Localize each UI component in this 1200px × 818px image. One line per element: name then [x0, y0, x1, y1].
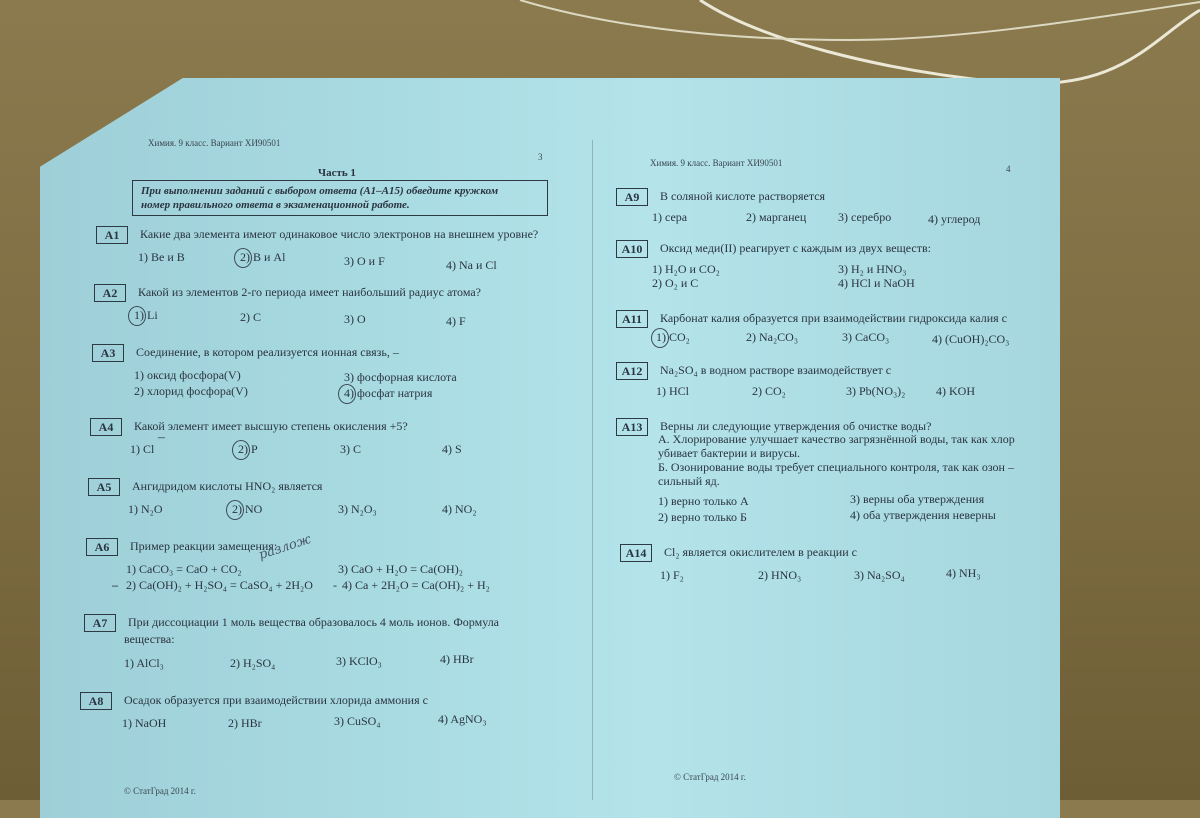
a10-option-1[interactable]: 1) H₂O и CO₂ — [652, 262, 720, 276]
question-label: A11 — [616, 310, 648, 328]
a7-option-1[interactable]: 1) AlCl₃ — [124, 656, 164, 670]
part-title: Часть 1 — [318, 167, 356, 179]
a1-option-4[interactable]: 4) Na и Cl — [446, 258, 497, 272]
question-text: При диссоциации 1 моль вещества образовалось 4 моль ионов. Формула — [128, 615, 500, 629]
a11-option-1[interactable]: 1) CO₂ — [656, 330, 690, 344]
a5-option-2[interactable]: 2) NO — [232, 502, 263, 516]
a11-option-2[interactable]: 2) Na₂CO₃ — [746, 330, 799, 344]
question-label: A7 — [84, 614, 116, 632]
question-label: A10 — [616, 240, 648, 258]
left-header: Химия. 9 класс. Вариант ХИ90501 — [148, 138, 281, 148]
a3-option-1[interactable]: 1) оксид фосфора(V) — [134, 368, 241, 382]
a1-option-3[interactable]: 3) O и F — [344, 254, 385, 268]
instruction-line-2: номер правильного ответа в экзаменационной работе. — [141, 199, 410, 211]
a13-statement-b-cont: сильный яд. — [658, 474, 720, 488]
a8-option-4[interactable]: 4) AgNO₃ — [438, 712, 487, 726]
question-label: A6 — [86, 538, 118, 556]
a14-option-4[interactable]: 4) NH₃ — [946, 566, 981, 580]
question-label: A4 — [90, 418, 122, 436]
a4-overline: – — [158, 430, 165, 445]
a6-option-4[interactable]: 4) Ca + 2H₂O = Ca(OH)₂ + H₂ — [342, 578, 490, 592]
a13-option-2[interactable]: 2) верно только Б — [658, 510, 747, 524]
a9-option-1[interactable]: 1) сера — [652, 210, 688, 224]
a6-option-4-mark: - — [333, 578, 337, 592]
left-page-number: 3 — [538, 152, 543, 162]
a12-option-1[interactable]: 1) HCl — [656, 384, 689, 398]
question-text: Na₂SO₄ в водном растворе взаимодействует с — [660, 363, 892, 377]
a14-option-2[interactable]: 2) HNO₃ — [758, 568, 802, 582]
question-label: A3 — [92, 344, 124, 362]
a10-option-3[interactable]: 3) H₂ и HNO₃ — [838, 262, 907, 276]
a10-option-4[interactable]: 4) HCl и NaOH — [838, 276, 915, 290]
a6-mark: – — [112, 578, 118, 592]
question-label: A2 — [94, 284, 126, 302]
a2-option-1[interactable]: 1) Li — [134, 308, 158, 322]
question-label: A13 — [616, 418, 648, 436]
a3-option-3[interactable]: 3) фосфорная кислота — [344, 370, 457, 384]
question-text: Осадок образуется при взаимодействии хлорида аммония с — [124, 693, 428, 707]
a6-option-2[interactable]: 2) Ca(OH)₂ + H₂SO₄ = CaSO₄ + 2H₂O — [126, 578, 313, 592]
a6-option-3[interactable]: 3) CaO + H₂O = Ca(OH)₂ — [338, 562, 463, 576]
a4-option-4[interactable]: 4) S — [442, 442, 462, 456]
question-text: Соединение, в котором реализуется ионная связь, – — [136, 345, 399, 359]
right-footer: © СтатГрад 2014 г. — [674, 772, 746, 782]
a8-option-2[interactable]: 2) HBr — [228, 716, 262, 730]
a2-option-3[interactable]: 3) O — [344, 312, 366, 326]
a7-option-4[interactable]: 4) HBr — [440, 652, 474, 666]
a10-option-2[interactable]: 2) O₂ и C — [652, 276, 699, 290]
a13-option-1[interactable]: 1) верно только А — [658, 494, 749, 508]
question-text-cont: вещества: — [124, 632, 175, 646]
a2-option-4[interactable]: 4) F — [446, 314, 466, 328]
question-label: A12 — [616, 362, 648, 380]
question-text: Верны ли следующие утверждения об очистке воды? — [660, 419, 932, 433]
left-footer: © СтатГрад 2014 г. — [124, 786, 196, 796]
a1-option-2[interactable]: 2) B и Al — [240, 250, 286, 264]
a4-option-3[interactable]: 3) C — [340, 442, 361, 456]
right-page-number: 4 — [1006, 164, 1011, 174]
question-label: A9 — [616, 188, 648, 206]
instruction-line-1: При выполнении заданий с выбором ответа (А1–А15) обведите кружком — [141, 185, 499, 197]
question-text: Какой из элементов 2-го периода имеет наибольший радиус атома? — [138, 285, 481, 299]
a13-option-4[interactable]: 4) оба утверждения неверны — [850, 508, 996, 522]
a3-option-4[interactable]: 4) фосфат натрия — [344, 386, 433, 400]
a4-option-1[interactable]: 1) Cl — [130, 442, 155, 456]
question-text: Ангидридом кислоты HNO₂ является — [132, 479, 323, 493]
a11-option-4[interactable]: 4) (CuOH)₂CO₃ — [932, 332, 1010, 346]
a13-statement-a: А. Хлорирование улучшает качество загрязнённой воды, так как хлор — [658, 432, 1015, 446]
question-text: Cl₂ является окислителем в реакции с — [664, 545, 857, 559]
a7-option-2[interactable]: 2) H₂SO₄ — [230, 656, 276, 670]
a5-option-3[interactable]: 3) N₂O₃ — [338, 502, 377, 516]
a9-option-3[interactable]: 3) серебро — [838, 210, 892, 224]
a8-option-1[interactable]: 1) NaOH — [122, 716, 167, 730]
a12-option-4[interactable]: 4) KOH — [936, 384, 975, 398]
question-text: Какие два элемента имеют одинаковое число электронов на внешнем уровне? — [140, 227, 539, 241]
right-header: Химия. 9 класс. Вариант ХИ90501 — [650, 158, 783, 168]
a14-option-3[interactable]: 3) Na₂SO₄ — [854, 568, 905, 582]
a2-option-2[interactable]: 2) C — [240, 310, 261, 324]
question-label: A14 — [620, 544, 652, 562]
a13-statement-a-cont: убивает бактерии и вирусы. — [658, 446, 801, 460]
a14-option-1[interactable]: 1) F₂ — [660, 568, 684, 582]
question-text: Оксид меди(II) реагирует с каждым из двух веществ: — [660, 241, 931, 255]
question-text: Пример реакции замещения: — [130, 539, 278, 553]
question-text: В соляной кислоте растворяется — [660, 189, 826, 203]
a12-option-3[interactable]: 3) Pb(NO₃)₂ — [846, 384, 906, 398]
a9-option-4[interactable]: 4) углерод — [928, 212, 981, 226]
a9-option-2[interactable]: 2) марганец — [746, 210, 807, 224]
a13-option-3[interactable]: 3) верны оба утверждения — [850, 492, 985, 506]
a11-option-3[interactable]: 3) CaCO₃ — [842, 330, 890, 344]
a4-option-2[interactable]: 2) P — [238, 442, 258, 456]
question-text: Какой элемент имеет высшую степень окисления +5? — [134, 419, 408, 433]
question-label: A8 — [80, 692, 112, 710]
question-label: A1 — [96, 226, 128, 244]
a1-option-1[interactable]: 1) Be и B — [138, 250, 185, 264]
a13-statement-b: Б. Озонирование воды требует специального контроля, так как озон – — [658, 460, 1014, 474]
handwritten-note: разлож — [257, 532, 314, 563]
answer-circle — [651, 328, 669, 348]
a8-option-3[interactable]: 3) CuSO₄ — [334, 714, 381, 728]
a6-option-1[interactable]: 1) CaCO₃ = CaO + CO₂ — [126, 562, 242, 576]
a5-option-4[interactable]: 4) NO₂ — [442, 502, 477, 516]
a12-option-2[interactable]: 2) CO₂ — [752, 384, 786, 398]
question-label: A5 — [88, 478, 120, 496]
question-text: Карбонат калия образуется при взаимодействии гидроксида калия с — [660, 311, 1007, 325]
a7-option-3[interactable]: 3) KClO₃ — [336, 654, 382, 668]
a5-option-1[interactable]: 1) N₂O — [128, 502, 163, 516]
a3-option-2[interactable]: 2) хлорид фосфора(V) — [134, 384, 248, 398]
